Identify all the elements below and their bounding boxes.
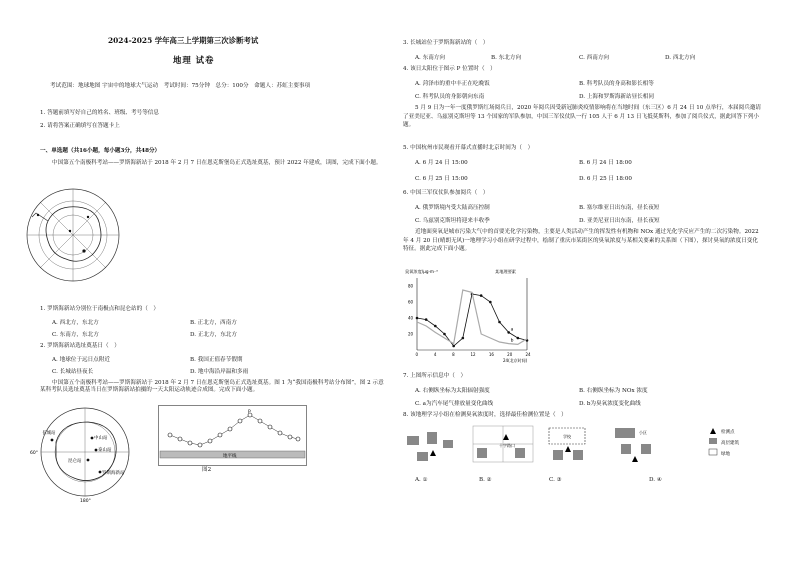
q4-option-a[interactable]: A. 菏泽市的重中丰正在吃晚饭 xyxy=(415,81,490,87)
section-heading: 一、单选题（共16小题，每小题3分，共48分） xyxy=(40,148,161,154)
q5-option-d[interactable]: D. 6 月 25 日 18:00 xyxy=(579,176,632,182)
series-a-point xyxy=(452,345,455,348)
x-tick-label: 12 xyxy=(470,352,476,357)
q7-option-b[interactable]: B. 右侧纵坐标为 NOx 浓度 xyxy=(579,388,648,394)
x-tick-label: 24 xyxy=(525,352,531,357)
label-kunlun: 昆仑站 xyxy=(68,459,82,464)
x-tick-label: 8 xyxy=(452,352,455,357)
q1-option-d[interactable]: D. 正北方，东北方 xyxy=(190,332,237,338)
y-tick-label: 40 xyxy=(408,315,414,321)
q7-option-a[interactable]: A. 右侧纵坐标为太阳辐射强度 xyxy=(415,388,490,394)
sun-point xyxy=(278,431,282,435)
chart-ylabel-right: 某地理要素 xyxy=(495,269,516,274)
q7-option-d[interactable]: D. b为臭氧浓度变化曲线 xyxy=(579,401,641,407)
q2-stem: 2. 罗斯海新站选址奠基日（ ） xyxy=(40,343,120,349)
q3-option-d[interactable]: D. 西北方向 xyxy=(665,55,696,61)
series-a-point xyxy=(434,325,437,328)
label-school: 学校 xyxy=(563,434,571,439)
legend-building: 高层建筑 xyxy=(721,441,739,446)
q5-stem: 5. 中国杭州市民观看开幕式直播时北京时间为（ ） xyxy=(403,145,534,151)
y-tick-label: 60 xyxy=(408,299,414,305)
q4-option-d[interactable]: D. 上海和罗斯海新站昼长相同 xyxy=(579,94,654,100)
series-a-point xyxy=(425,318,428,321)
q5-option-a[interactable]: A. 6 月 24 日 15:00 xyxy=(415,160,468,166)
q6-stem: 6. 中国三军仪仗队参加阅兵（ ） xyxy=(403,190,489,196)
ozone-chart xyxy=(403,268,543,366)
monitoring-site-diagrams xyxy=(403,422,748,472)
q7-option-c[interactable]: C. a为汽车尾气排放量变化曲线 xyxy=(415,401,494,407)
label-zhongshan: 中山站 xyxy=(94,436,108,441)
q8-option-d[interactable]: D. ④ xyxy=(649,477,662,483)
series-a-point xyxy=(517,337,520,340)
legend-point: 检测点 xyxy=(721,430,735,435)
label-village: 小区 xyxy=(639,430,647,435)
q3-option-c[interactable]: C. 西南方向 xyxy=(579,55,610,61)
label-changcheng: 长城站 xyxy=(42,431,56,436)
instruction-2: 2. 请将答案正确填写在答题卡上 xyxy=(40,123,120,129)
series-a-point xyxy=(489,301,492,304)
horizon-label: 地平线 xyxy=(223,454,237,459)
label-taishan: 泰山站 xyxy=(98,448,112,453)
q8-option-b[interactable]: B. ② xyxy=(479,477,492,483)
figure-2-sun-path xyxy=(158,405,308,473)
instruction-1: 1. 答题前填写好自己的姓名、班级、考号等信息 xyxy=(40,110,159,116)
chart-series xyxy=(416,290,529,347)
antarctica-polar-map xyxy=(18,183,128,288)
passage-2: 中国第五个南极科考站——罗斯海新站于 2018 年 2 月 7 日在恩克斯堡岛正式选址奠基。图 1 为“我国南极科考站分布图”，图 2 示意某科考队员选址奠基当日在罗斯海新站拍摄的一天太阳运动轨迹合成图。完成下面小题。 xyxy=(40,380,384,394)
series-a-point xyxy=(443,333,446,336)
y-tick-label: 20 xyxy=(408,331,414,337)
legend-green: 绿地 xyxy=(721,452,730,457)
q5-option-c[interactable]: C. 6 月 25 日 15:00 xyxy=(415,176,468,182)
sun-point xyxy=(178,437,182,441)
series-a-point xyxy=(498,321,501,324)
q2-option-c[interactable]: C. 长城站昼夜长 xyxy=(52,369,94,375)
label-crossroad: 十字路口 xyxy=(499,443,515,448)
label-180: 180° xyxy=(80,499,91,502)
figure-2-label: 图2 xyxy=(202,467,212,473)
series-label-b: b xyxy=(510,338,514,344)
sun-point xyxy=(198,443,202,447)
sun-point xyxy=(288,435,292,439)
series-line-b xyxy=(417,290,527,344)
sun-point xyxy=(296,437,300,441)
series-a-point xyxy=(416,317,419,320)
passage-1: 中国第五个南极科考站——罗斯海新站于 2018 年 2 月 7 日在恩克斯堡岛正式选址奠基，预计 2022 年建成，读图，完成下面小题。 xyxy=(52,160,382,166)
q3-option-b[interactable]: B. 东北方向 xyxy=(491,55,522,61)
series-a-point xyxy=(480,294,483,297)
figure-1-station-map xyxy=(30,402,140,502)
q6-option-b[interactable]: B. 塞尔维亚日出东南，昼长夜短 xyxy=(579,205,660,211)
x-tick-label: 0 xyxy=(415,352,419,357)
label-luosihai: 罗斯海新站 xyxy=(102,471,125,476)
q5-option-b[interactable]: B. 6 月 24 日 18:00 xyxy=(579,160,632,166)
q8-option-c[interactable]: C. ③ xyxy=(549,477,562,483)
sun-point xyxy=(238,419,242,423)
passage-3: 5 月 9 日为一年一度俄罗斯红场阅兵日，2020 年阅兵因受新冠肺炎疫情影响将在当地时间（东三区）6 月 24 日 10 点举行，本届阅兵邀请了亚美尼亚、乌兹别克斯坦等 13 个国家的军队参加，中国三军仪仗队一行 105 人于 6 月 13 日飞抵莫斯科，参加了阅兵仪式，据此回答下列小题。 xyxy=(403,105,762,129)
series-label-a: a xyxy=(510,327,514,333)
series-a-point xyxy=(507,331,510,334)
q4-option-b[interactable]: B. 科考队员的身高和影长相等 xyxy=(579,81,654,87)
sun-path-points xyxy=(168,409,300,447)
label-60: 60° xyxy=(30,451,38,456)
exam-title: 2024-2025 学年高三上学期第三次诊断考试 xyxy=(108,36,259,45)
chart-xlabel: 24(北京时间) xyxy=(503,358,528,363)
q8-stem: 8. 该地理学习小组在检测臭氧浓度时，选择最佳检测位置是（ ） xyxy=(403,412,567,418)
sun-point xyxy=(168,433,172,437)
chart-ylabel-left: 臭氧浓度/μg·m⁻³ xyxy=(405,269,438,274)
y-tick-label: 80 xyxy=(408,283,414,289)
q8-option-a[interactable]: A. ① xyxy=(415,477,428,483)
q2-option-d[interactable]: D. 地中海沿岸温和多雨 xyxy=(190,369,249,375)
sun-point xyxy=(268,425,272,429)
x-tick-label: 20 xyxy=(507,352,513,357)
q1-stem: 1. 罗斯海新站分别位于南极点和昆仑站的（ ） xyxy=(40,306,159,312)
q1-option-b[interactable]: B. 正北方，西南方 xyxy=(190,320,237,326)
sun-point xyxy=(258,419,262,423)
q1-option-c[interactable]: C. 东南方，东北方 xyxy=(52,332,99,338)
q2-option-a[interactable]: A. 地球位于远日点附近 xyxy=(52,357,110,363)
sun-point xyxy=(218,433,222,437)
x-tick-label: 16 xyxy=(488,352,494,357)
q6-option-d[interactable]: D. 亚美尼亚日出东南，昼长夜短 xyxy=(579,218,660,224)
series-a-point xyxy=(462,337,465,340)
q7-stem: 7. 上图所示信息中（ ） xyxy=(403,373,467,379)
q4-stem: 4. 该日太阳位于图示 P 位置时（ ） xyxy=(403,66,496,72)
passage-4: 近地面臭氧是城市污染大气中的首要光化学污染物，主要是人类活动产生的挥发性有机物和 NOx 通过光化学反应产生的二次污染物。2022 年 4 月 20 日(晴朗无风)一地理学习小组在研学过程中，绘制了重庆市某街区的臭氧浓度与某相关要素的关系图（下图），探讨臭氧的浓度日变化特征。据此完成下面小题。 xyxy=(403,229,759,253)
q1-option-a[interactable]: A. 西北方，东北方 xyxy=(52,320,99,326)
q4-option-c[interactable]: C. 科考队员的身影朝向东南 xyxy=(415,94,485,100)
sun-point xyxy=(228,427,232,431)
q3-option-a[interactable]: A. 东南方向 xyxy=(415,55,445,61)
chart-axes xyxy=(408,278,531,357)
sun-point xyxy=(188,441,192,445)
q2-option-b[interactable]: B. 我国正值春节假期 xyxy=(190,357,243,363)
x-tick-label: 4 xyxy=(433,352,437,357)
sun-point-p-label: P xyxy=(248,410,251,415)
q3-stem: 3. 长城站位于罗斯海新站的（ ） xyxy=(403,40,489,46)
sun-point xyxy=(208,439,212,443)
exam-info: 考试范围：地球地图 宇宙中的地球大气运动 考试时间：75分钟 总分：100分 命题人：苏虹主要事项 xyxy=(50,83,311,89)
q6-option-c[interactable]: C. 乌兹别克斯坦将迎来丰收季 xyxy=(415,218,490,224)
subject-title: 地理 试卷 xyxy=(173,55,215,65)
q6-option-a[interactable]: A. 俄罗斯境内受大陆高压控制 xyxy=(415,205,490,211)
